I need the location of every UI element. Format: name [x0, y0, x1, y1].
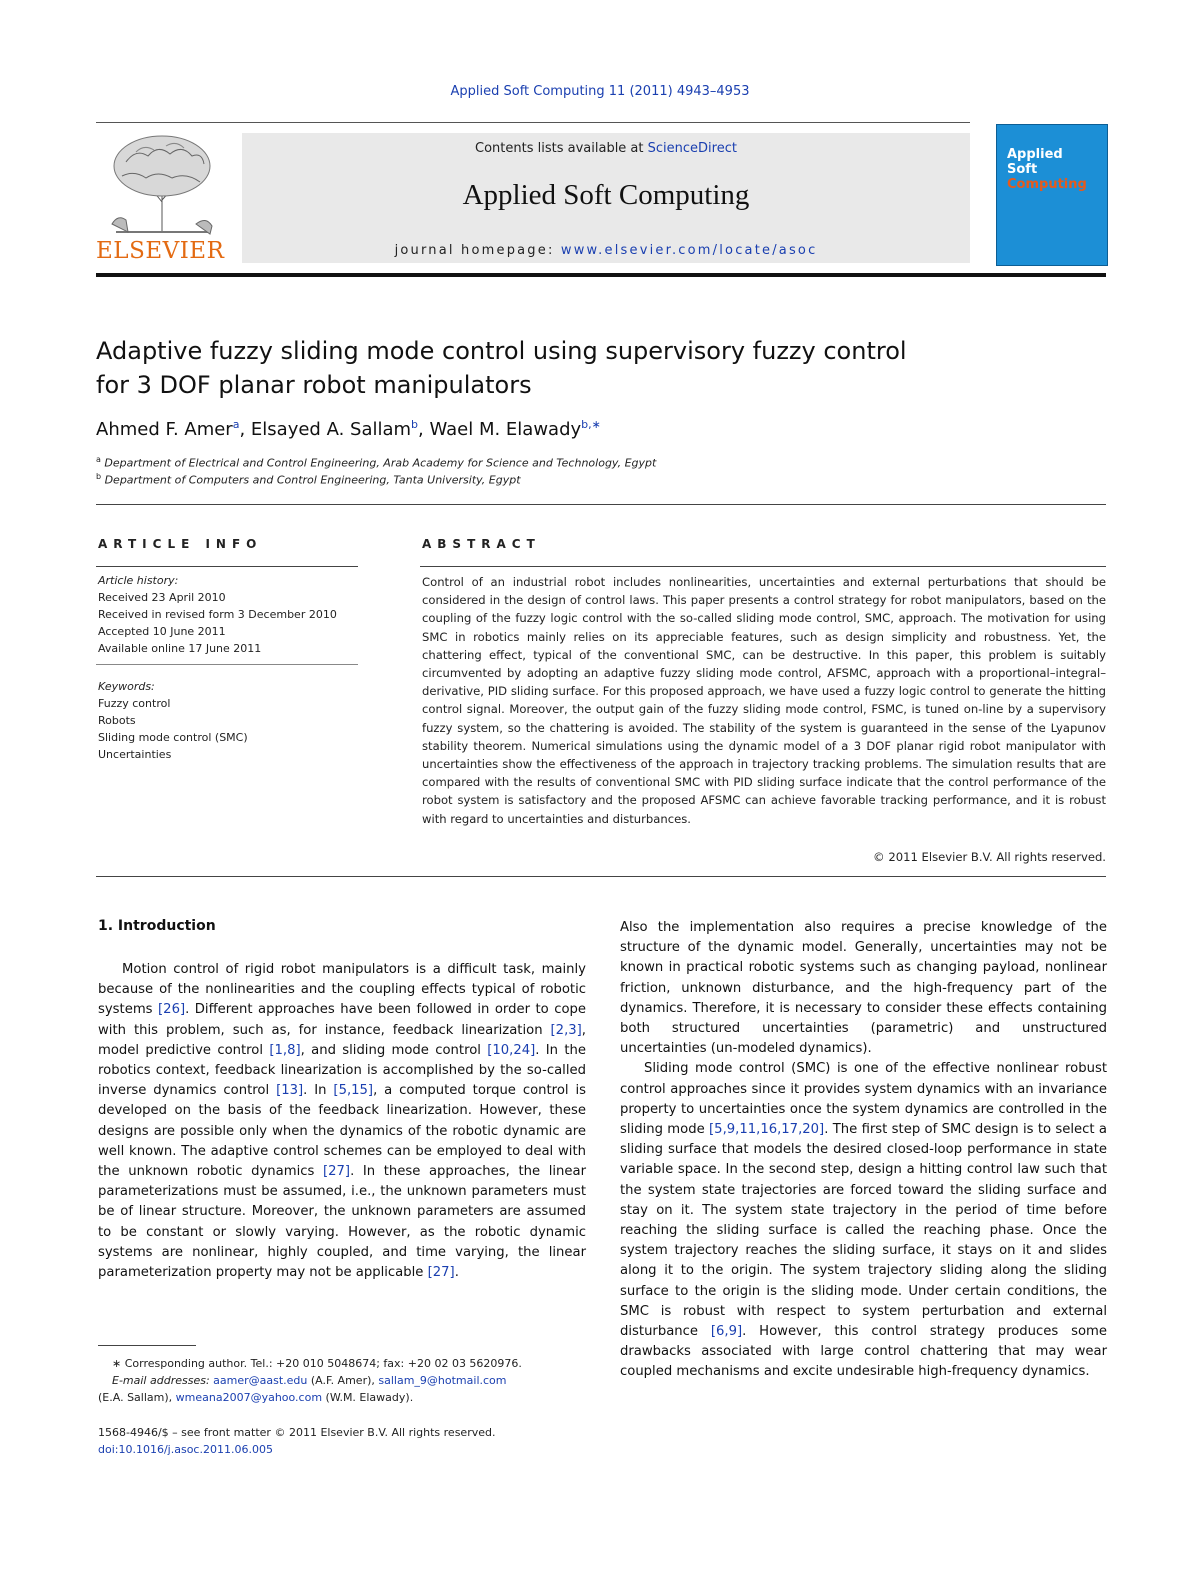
abstract-rule: [420, 566, 1106, 567]
journal-cover-thumbnail[interactable]: [996, 124, 1108, 266]
keyword-item: Robots: [98, 714, 136, 727]
citation-link[interactable]: [2,3]: [550, 1022, 582, 1038]
header-bottom-rule: [96, 273, 1106, 277]
footnote-rule: [98, 1345, 196, 1346]
citation-link[interactable]: [27]: [427, 1265, 455, 1281]
history-label: Article history:: [98, 574, 179, 587]
body-paragraph: Motion control of rigid robot manipulators is a difficult task, mainly because of the nonlinearities and the coupling effects typical of robotic systems [26]. Different approaches have been followed in order to cope with this problem, such as, for instance, feedback linearization [2,3], model predictive control [1,8], and sliding mode control [10,24]. In the robotics context, feedback linearization is accomplished by the so-called inverse dynamics control [13]. In [5,15], a computed torque control is developed on the basis of the feedback linearization. However, these designs are possible only when the dynamics of the robotic dynamic are well known. The adaptive control schemes can be employed to deal with the unknown robotic dynamics [27]. In these approaches, the linear parameterizations must be assumed, i.e., the unknown parameters must be of linear structure. Moreover, the unknown parameters are assumed to be constant or slowly varying. However, as the robotic dynamic systems are nonlinear, highly coupled, and time varying, the linear parameterization property may not be applicable [27].: [98, 962, 587, 1281]
history-item: Received 23 April 2010: [98, 591, 226, 604]
affiliation-b-text: Department of Computers and Control Engineering, Tanta University, Egypt: [104, 473, 521, 487]
section-rule: [96, 504, 1106, 505]
body-column-left: [98, 960, 586, 1283]
contents-line: [242, 141, 970, 156]
affiliation-a: $^a$ Department of Electrical and Control Engineering, Arab Academy for Science and Technology, Egypt: [96, 455, 657, 470]
history-item: Accepted 10 June 2011: [98, 625, 226, 638]
article-info-rule: [96, 566, 358, 567]
publisher-logo[interactable]: [96, 132, 230, 264]
cover-title-line1: Applied: [1007, 147, 1063, 162]
paper-title-line2: for 3 DOF planar robot manipulators: [96, 371, 532, 399]
sciencedirect-link[interactable]: ScienceDirect: [647, 141, 737, 156]
header-top-rule: [96, 122, 970, 123]
author-list: Ahmed F. Amer$^a$, Elsayed A. Sallam$^b$, Wael M. Elawady$^{b,∗}$: [96, 418, 601, 440]
email-label: E-mail addresses:: [112, 1374, 210, 1387]
keyword-item: Uncertainties: [98, 748, 172, 761]
keyword-item: Sliding mode control (SMC): [98, 731, 248, 744]
email-link[interactable]: sallam_9@hotmail.com: [378, 1374, 507, 1387]
journal-homepage-line: [242, 243, 970, 258]
corresponding-author-text: Corresponding author. Tel.: +20 010 5048674; fax: +20 02 03 5620976.: [124, 1357, 522, 1370]
journal-banner: [242, 133, 970, 263]
abstract-text: Control of an industrial robot includes nonlinearities, uncertainties and external perturbations that should be considered in the design of control laws. This paper presents a control strategy for robot manipulators, based on the coupling of the fuzzy logic control with the so-called sliding mode control, SMC, approach. The motivation for using SMC in robotics mainly relies on its appreciable features, such as design simplicity and robustness. Yet, the chattering effect, typical of the conventional SMC, can be destructive. In this paper, this problem is suitably circumvented by adopting an adaptive fuzzy sliding mode control, AFSMC, approach with a proportional–integral–derivative, PID sliding surface. For this proposed approach, we have used a fuzzy logic control to generate the hitting control signal. Moreover, the output gain of the fuzzy sliding mode control, FSMC, is tuned on-line by a supervisory fuzzy system, so the chattering is avoided. The stability of the system is guaranteed in the sense of the Lyapunov stability theorem. Numerical simulations using the dynamic model of a 3 DOF planar rigid robot manipulator with uncertainties show the effectiveness of the approach in trajectory tracking problems. The simulation results that are compared with the results of conventional SMC with PID sliding surface indicate that the control performance of the robot system is satisfactory and the proposed AFSMC can achieve favorable tracking performance, and it is robust with regard to uncertainties and disturbances.: [422, 575, 1106, 826]
abstract-bottom-rule: [96, 876, 1106, 877]
cover-title-line2: Soft: [1007, 162, 1038, 177]
paper-title-line1: Adaptive fuzzy sliding mode control using supervisory fuzzy control: [96, 337, 907, 365]
tree-icon: [96, 132, 230, 236]
issn-line: 1568-4946/$ – see front matter © 2011 Elsevier B.V. All rights reserved.: [98, 1426, 496, 1439]
doi-link[interactable]: doi:10.1016/j.asoc.2011.06.005: [98, 1443, 273, 1456]
front-matter: [98, 1424, 586, 1458]
section-heading-introduction: 1. Introduction: [98, 918, 216, 934]
author-affiliation-mark[interactable]: b: [411, 418, 419, 431]
keywords-label: Keywords:: [98, 680, 155, 693]
article-history: [98, 572, 337, 657]
citation-link[interactable]: [10,24]: [487, 1042, 536, 1058]
article-info-heading: ARTICLE INFO: [98, 537, 263, 551]
abstract-copyright: © 2011 Elsevier B.V. All rights reserved.: [873, 850, 1106, 864]
homepage-prefix: journal homepage:: [394, 243, 561, 258]
affiliation-a-text: Department of Electrical and Control Engineering, Arab Academy for Science and Technology, Egypt: [104, 456, 657, 470]
body-paragraph: Also the implementation also requires a precise knowledge of the structure of the dynamic model. Generally, uncertainties may not be known in practical robotic systems such as changing payload, nonlinear friction, unknown disturbance, and the high-frequency part of the dynamics. Therefore, it is necessary to consider these effects containing both structured uncertainties (parametric) and unstructured uncertainties (un-modeled dynamics).: [620, 920, 1107, 1057]
article-info-divider: [96, 664, 358, 665]
author-name[interactable]: Ahmed F. Amer: [96, 419, 233, 440]
citation-link[interactable]: [6,9]: [710, 1324, 743, 1340]
footnote-mark: ∗: [112, 1357, 122, 1370]
corresponding-author-footnote: ∗ Corresponding author. Tel.: +20 010 5048674; fax: +20 02 03 5620976. E-mail addresses: aamer@aast.edu (A.F. Amer), sallam_9@hotmail.com (E.A. Sallam), wmeana2007@yahoo.com (W.M. Elawady).: [98, 1357, 522, 1404]
publisher-name: ELSEVIER: [96, 238, 225, 264]
journal-citation[interactable]: Applied Soft Computing 11 (2011) 4943–4953: [450, 84, 750, 99]
author-name[interactable]: Wael M. Elawady: [429, 419, 582, 440]
homepage-link[interactable]: www.elsevier.com/locate/asoc: [560, 243, 818, 258]
body-paragraph: Sliding mode control (SMC) is one of the effective nonlinear robust control approaches since it provides system dynamics with an invariance property to uncertainties once the system dynamics are controlled in the sliding mode [5,9,11,16,17,20]. The first step of SMC design is to select a sliding surface that models the desired closed-loop performance in state variable space. In the second step, design a hitting control law such that the system state trajectories are forced toward the sliding surface and stay on it. The system state trajectory in the period of time before reaching the sliding surface is called the reaching phase. Once the system trajectory reaches the sliding surface, it stays on it and slides along it to the origin. The system trajectory sliding along the sliding surface to the origin is the sliding mode. Under certain conditions, the SMC is robust with respect to system perturbation and external disturbance [6,9]. However, this control strategy produces some drawbacks associated with large control chattering that may wear coupled mechanisms and excite undesirable high-frequency dynamics.: [620, 1061, 1107, 1380]
contents-prefix: Contents lists available at: [475, 141, 648, 156]
author-affiliation-mark[interactable]: a: [232, 418, 240, 431]
cover-title: [1007, 147, 1087, 192]
affiliation-b: $^b$ Department of Computers and Control Engineering, Tanta University, Egypt: [96, 472, 521, 487]
author-affiliation-mark[interactable]: b,∗: [581, 418, 601, 431]
citation-link[interactable]: [26]: [158, 1002, 186, 1018]
citation-link[interactable]: [5,9,11,16,17,20]: [709, 1122, 825, 1138]
paper-title: [96, 334, 996, 402]
keyword-item: Fuzzy control: [98, 697, 171, 710]
body-column-right: [620, 918, 1107, 1383]
citation-link[interactable]: [27]: [322, 1164, 351, 1180]
email-link[interactable]: wmeana2007@yahoo.com: [175, 1391, 323, 1404]
email-link[interactable]: aamer@aast.edu: [213, 1374, 308, 1387]
history-item: Available online 17 June 2011: [98, 642, 262, 655]
history-item: Received in revised form 3 December 2010: [98, 608, 337, 621]
author-name[interactable]: Elsayed A. Sallam: [250, 419, 412, 440]
citation-link[interactable]: [1,8]: [269, 1042, 301, 1058]
cover-title-line3: Computing: [1007, 177, 1087, 192]
journal-name: Applied Soft Computing: [462, 179, 750, 211]
citation-link[interactable]: [5,15]: [333, 1083, 374, 1099]
keywords: [98, 678, 248, 763]
abstract-heading: ABSTRACT: [422, 537, 541, 551]
citation-link[interactable]: [13]: [276, 1083, 304, 1099]
